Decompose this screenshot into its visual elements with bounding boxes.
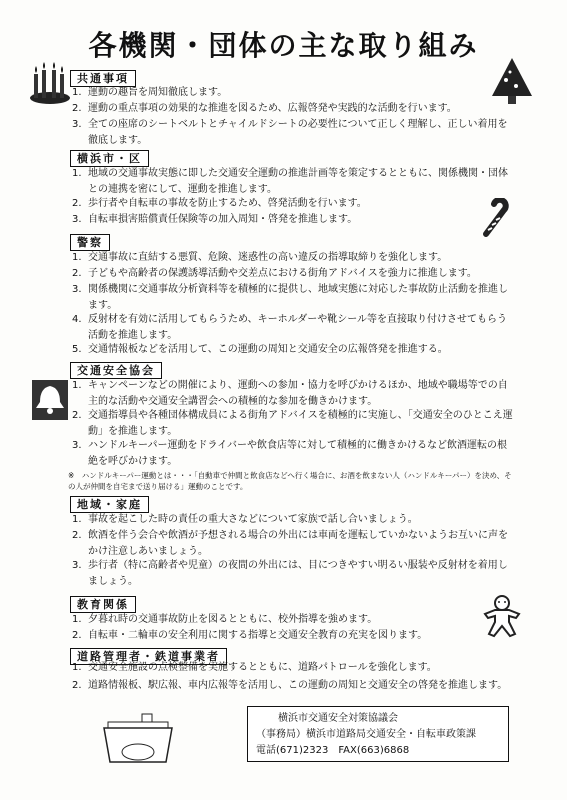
item-number: 2. <box>72 630 82 641</box>
item-number: 2. <box>72 268 82 279</box>
item-number: 2. <box>72 103 82 114</box>
item-text: 交通事故に直結する悪質、危険、迷惑性の高い違反の指導取締りを強化します。 <box>88 252 448 263</box>
section-heading: 横浜市・区 <box>70 150 149 167</box>
item-text: 事故を起こした時の責任の重大さなどについて家族で話し合いましょう。 <box>88 514 418 525</box>
item-text: 自転車損害賠償責任保険等の加入周知・啓発を推進します。 <box>88 214 358 225</box>
section-heading: 警察 <box>70 234 110 251</box>
item-text: 歩行者（特に高齢者や児童）の夜間の外出には、目につきやすい明るい服装や反射材を着用しましょう。 <box>88 560 508 587</box>
item-text: 交通情報板などを活用して、この運動の周知と交通安全の広報啓発を推進する。 <box>88 344 448 355</box>
item-text: 飲酒を伴う会合や飲酒が予想される場合の外出には車両を運転していかないようお互いに声をかけ注意しあいましょう。 <box>88 530 508 557</box>
item-number: 3. <box>72 560 82 571</box>
item-number: 1. <box>72 87 82 98</box>
contact-org: 横浜市交通安全対策協議会 <box>278 713 398 724</box>
item-number: 4. <box>72 314 82 325</box>
section-heading: 交通安全協会 <box>70 362 162 379</box>
item-number: 2. <box>72 410 82 421</box>
item-text: ハンドルキーパー運動をドライバーや飲食店等に対して積極的に働きかけるなど飲酒運転の根絶を呼びかけます。 <box>88 440 507 467</box>
item-number: 3. <box>72 214 82 225</box>
item-number: 1. <box>72 662 82 673</box>
item-text: 反射材を有効に活用してもらうため、キーホルダーや靴シール等を直接取り付けさせてもらう活動を推進します。 <box>88 314 507 341</box>
item-text: 地域の交通事故実態に即した交通安全運動の推進計画等を策定するとともに、関係機関・団体との連携を密にして、運動を推進します。 <box>88 168 508 195</box>
item-number: 3. <box>72 440 82 451</box>
item-text: キャンペーンなどの開催により、運動への参加・協力を呼びかけるほか、地域や職場等での自主的な活動や交通安全講習会への積極的な参加を働きかけます。 <box>88 380 508 407</box>
kotatsu-cat-icon <box>98 712 178 770</box>
item-text: 道路情報板、駅広報、車内広報等を活用し、この運動の周知と交通安全の啓発を推進します。 <box>88 680 508 691</box>
item-number: 3. <box>72 284 82 295</box>
section-heading: 教育関係 <box>70 596 136 613</box>
section-heading: 地域・家庭 <box>70 496 149 513</box>
item-number: 2. <box>72 198 82 209</box>
item-text: 子どもや高齢者の保護誘導活動や交差点における街角アドバイスを強力に推進します。 <box>88 268 477 279</box>
contact-box <box>247 706 509 762</box>
item-number: 1. <box>72 514 82 525</box>
item-text: 交通安全施設の点検整備を実施するとともに、道路パトロールを強化します。 <box>88 662 437 673</box>
candles-icon <box>28 56 72 106</box>
item-text: 運動の重点事項の効果的な推進を図るため、広報啓発や実践的な活動を行います。 <box>88 103 457 114</box>
item-text: 関係機関に交通事故分析資料等を積極的に提供し、地域実態に対応した事故防止活動を推進します。 <box>88 284 508 311</box>
item-text: 交通指導員や各種団体構成員による街角アドバイスを積極的に実施し、「交通安全のひとこえ運動」を推進します。 <box>88 410 513 437</box>
item-number: 5. <box>72 344 82 355</box>
item-number: 1. <box>72 168 82 179</box>
handle-keeper-note: ※ ハンドルキーパー運動とは・・・「自動車で仲間と飲食店などへ行く場合に、お酒を飲まない人（ハンドルキーパー）を決め、その人が仲間を自宅まで送り届ける」運動のことです。 <box>68 471 512 491</box>
item-number: 1. <box>72 614 82 625</box>
item-text: 自転車・二輪車の安全利用に関する指導と交通安全教育の充実を図ります。 <box>88 630 428 641</box>
item-number: 1. <box>72 380 82 391</box>
page-title: 各機関・団体の主な取り組み <box>88 29 479 62</box>
item-text: 運動の趣旨を周知徹底します。 <box>88 87 228 98</box>
contact-office: （事務局）横浜市道路局交通安全・自転車政策課 <box>256 729 476 740</box>
bell-icon <box>30 378 70 422</box>
item-text: 全ての座席のシートベルトとチャイルドシートの必要性について正しく理解し、正しい着用を徹底します。 <box>88 119 508 146</box>
item-number: 2. <box>72 680 82 691</box>
item-number: 1. <box>72 252 82 263</box>
contact-phone: 電話(671)2323 FAX(663)6868 <box>256 745 410 756</box>
item-number: 3. <box>72 119 82 130</box>
item-text: 夕暮れ時の交通事故防止を図るとともに、校外指導を強めます。 <box>88 614 378 625</box>
section-heading: 共通事項 <box>70 70 136 87</box>
item-text: 歩行者や自転車の事故を防止するため、啓発活動を行います。 <box>88 198 367 209</box>
item-number: 2. <box>72 530 82 541</box>
section-heading: 道路管理者・鉄道事業者 <box>70 648 227 665</box>
